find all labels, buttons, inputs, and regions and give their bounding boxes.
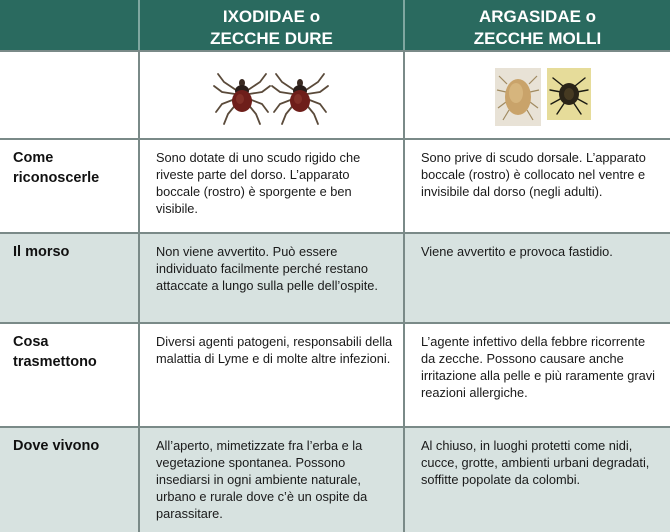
row-label-cell: [0, 234, 140, 324]
ixodidae-cell: [140, 324, 405, 428]
header-argasidae-line1: ARGASIDAE o: [478, 7, 597, 26]
argasidae-text: L’agente infettivo della febbre ricorrente da zecche. Possono causare anche irritazione alla pelle e più raramente gravi reazioni allergiche.: [421, 334, 656, 400]
hard-tick-1-icon: [214, 74, 270, 124]
image-row: [0, 50, 670, 140]
header-argasidae-line2: ZECCHE MOLLI: [473, 29, 602, 48]
argasidae-cell: [405, 140, 670, 234]
argasidae-cell: [405, 234, 670, 324]
row-label-cell: [0, 324, 140, 428]
ixodidae-cell: [140, 140, 405, 234]
row-label-line1: Cosa: [13, 334, 49, 350]
soft-ticks-cell: [405, 52, 670, 140]
argasidae-cell: [405, 324, 670, 428]
row-label-line2: riconoscerle: [13, 170, 100, 186]
hard-tick-2-icon: [272, 74, 328, 124]
header-ixodidae: [140, 0, 405, 50]
row-label-cell: [0, 140, 140, 234]
hard-ticks-cell: [140, 52, 405, 140]
row-label-line2: trasmettono: [13, 354, 97, 370]
hard-tick-photo: [212, 64, 332, 128]
row-label-line1: Come: [13, 150, 54, 166]
ixodidae-text: Diversi agenti patogeni, responsabili della malattia di Lyme e di molte altre infezioni.: [156, 334, 393, 366]
soft-tick-photo: [495, 66, 595, 128]
row-label-cell: [0, 428, 140, 532]
argasidae-text: Viene avvertito e provoca fastidio.: [421, 244, 613, 259]
header-ixodidae-line1: IXODIDAE o: [222, 7, 321, 26]
table-row: [0, 138, 670, 234]
argasidae-text: Sono prive di scudo dorsale. L’apparato boccale (rostro) è collocato nel ventre e invisibile dal dorso (negli adulti).: [421, 150, 646, 199]
ixodidae-cell: [140, 234, 405, 324]
ixodidae-text: All’aperto, mimetizzate fra l’erba e la vegetazione spontanea. Possono insediarsi in ogni ambiente naturale, urbano e rurale dove c’è un ospite da parassitare.: [156, 438, 368, 521]
table-row: [0, 426, 670, 532]
header-argasidae: [405, 0, 670, 50]
header-ixodidae-line2: ZECCHE DURE: [210, 29, 333, 48]
image-empty-cell: [0, 52, 140, 140]
header-empty-cell: [0, 0, 140, 50]
argasidae-text: Al chiuso, in luoghi protetti come nidi, cucce, grotte, ambienti urbani degradati, soffitte popolate da colombi.: [421, 438, 650, 487]
table-row: [0, 232, 670, 324]
ixodidae-text: Sono dotate di uno scudo rigido che riveste parte del dorso. L’apparato boccale (rostro) è sporgente e ben visibile.: [156, 150, 361, 216]
row-label-line1: Dove vivono: [13, 438, 100, 454]
header-row: [0, 0, 670, 50]
soft-tick-2-icon: [547, 68, 591, 120]
ixodidae-cell: [140, 428, 405, 532]
row-label-line1: Il morso: [13, 244, 70, 260]
soft-tick-1-icon: [495, 68, 541, 126]
argasidae-cell: [405, 428, 670, 532]
table-row: [0, 322, 670, 428]
ixodidae-text: Non viene avvertito. Può essere individuato facilmente perché restano attaccate a lungo sulla pelle dell’ospite.: [156, 244, 378, 293]
